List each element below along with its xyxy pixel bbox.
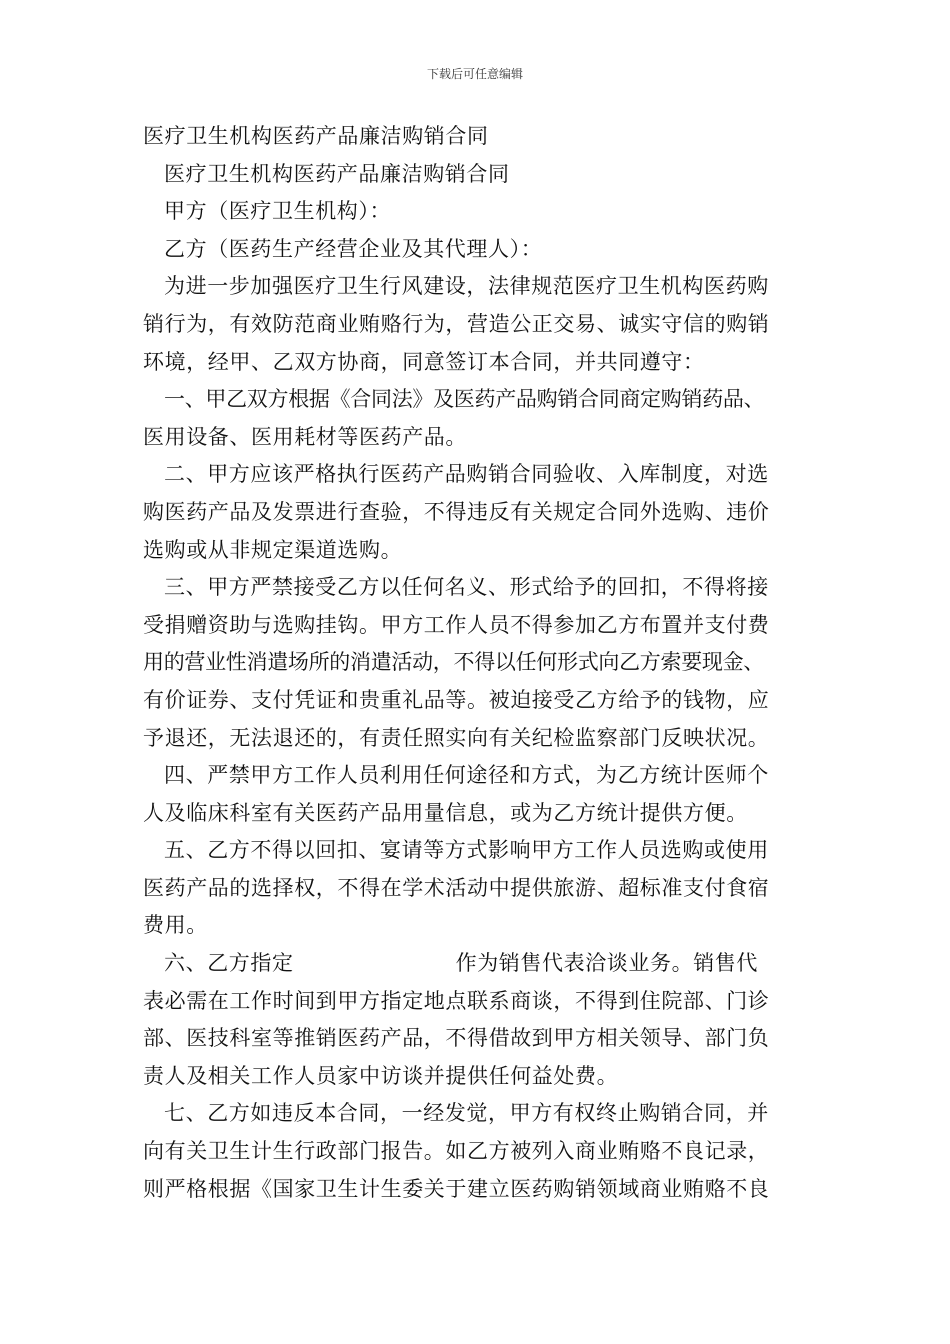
party-a-line: 甲方（医疗卫生机构）： — [164, 199, 392, 224]
clause-2-line: 选购或从非规定渠道选购。 — [143, 537, 403, 562]
clause-2-line: 二、甲方应该严格执行医药产品购销合同验收、入库制度，对选 — [164, 462, 769, 487]
clause-5-line: 医药产品的选择权，不得在学术活动中提供旅游、超标准支付食宿 — [143, 875, 770, 900]
clause-3-line: 三、甲方严禁接受乙方以任何名义、形式给予的回扣，不得将接 — [164, 575, 769, 600]
clause-5-line: 五、乙方不得以回扣、宴请等方式影响甲方工作人员选购或使用 — [164, 838, 769, 863]
clause-2-line: 购医药产品及发票进行查验，不得违反有关规定合同外选购、违价 — [143, 499, 770, 524]
clause-5-line: 费用。 — [143, 913, 208, 938]
clause-3-line: 用的营业性消遣场所的消遣活动，不得以任何形式向乙方索要现金、 — [143, 650, 764, 675]
clause-6-line: 表必需在工作时间到甲方指定地点联系商谈，不得到住院部、门诊 — [143, 988, 770, 1013]
preamble-line: 为进一步加强医疗卫生行风建设，法律规范医疗卫生机构医药购 — [164, 274, 769, 299]
document-body — [143, 118, 823, 1208]
clause-1-line: 一、甲乙双方根据《合同法》及医药产品购销合同商定购销药品、 — [164, 387, 765, 412]
clause-3-line: 有价证券、支付凭证和贵重礼品等。被迫接受乙方给予的钱物，应 — [143, 687, 770, 712]
page-header-note: 下载后可任意编辑 — [426, 67, 523, 81]
clause-1-line: 医用设备、医用耗材等医药产品。 — [143, 424, 467, 449]
clause-4-line: 四、严禁甲方工作人员利用任何途径和方式，为乙方统计医师个 — [164, 763, 769, 788]
clause-7-line: 则严格根据《国家卫生计生委关于建立医药购销领域商业贿赂不良 — [143, 1176, 770, 1201]
party-b-line: 乙方（医药生产经营企业及其代理人）： — [164, 236, 543, 261]
clause-3-line: 予退还，无法退还的，有责任照实向有关纪检监察部门反映状况。 — [143, 725, 770, 750]
clause-7-line: 向有关卫生计生行政部门报告。如乙方被列入商业贿赂不良记录， — [143, 1139, 770, 1164]
clause-4-line: 人及临床科室有关医药产品用量信息，或为乙方统计提供方便。 — [143, 800, 748, 825]
clause-6-lead-text: 六、乙方指定 — [164, 951, 294, 976]
document-title: 医疗卫生机构医药产品廉洁购销合同 — [143, 124, 489, 148]
preamble-line: 销行为，有效防范商业贿赂行为，营造公正交易、诚实守信的购销 — [143, 311, 770, 336]
clause-7-line: 七、乙方如违反本合同，一经发觉，甲方有权终止购销合同，并 — [164, 1101, 769, 1126]
preamble-line: 环境，经甲、乙双方协商，同意签订本合同，并共同遵守： — [143, 349, 705, 374]
clause-6-line: 责人及相关工作人员家中访谈并提供任何益处费。 — [143, 1063, 619, 1088]
clause-6-line — [143, 945, 823, 983]
clause-6-trail-text: 作为销售代表洽谈业务。销售代 — [455, 951, 759, 976]
document-subtitle: 医疗卫生机构医药产品廉洁购销合同 — [164, 161, 510, 186]
clause-3-line: 受捐赠资助与选购挂钩。甲方工作人员不得参加乙方布置并支付费 — [143, 612, 770, 637]
clause-6-line: 部、医技科室等推销医药产品，不得借故到甲方相关领导、部门负 — [143, 1026, 770, 1051]
